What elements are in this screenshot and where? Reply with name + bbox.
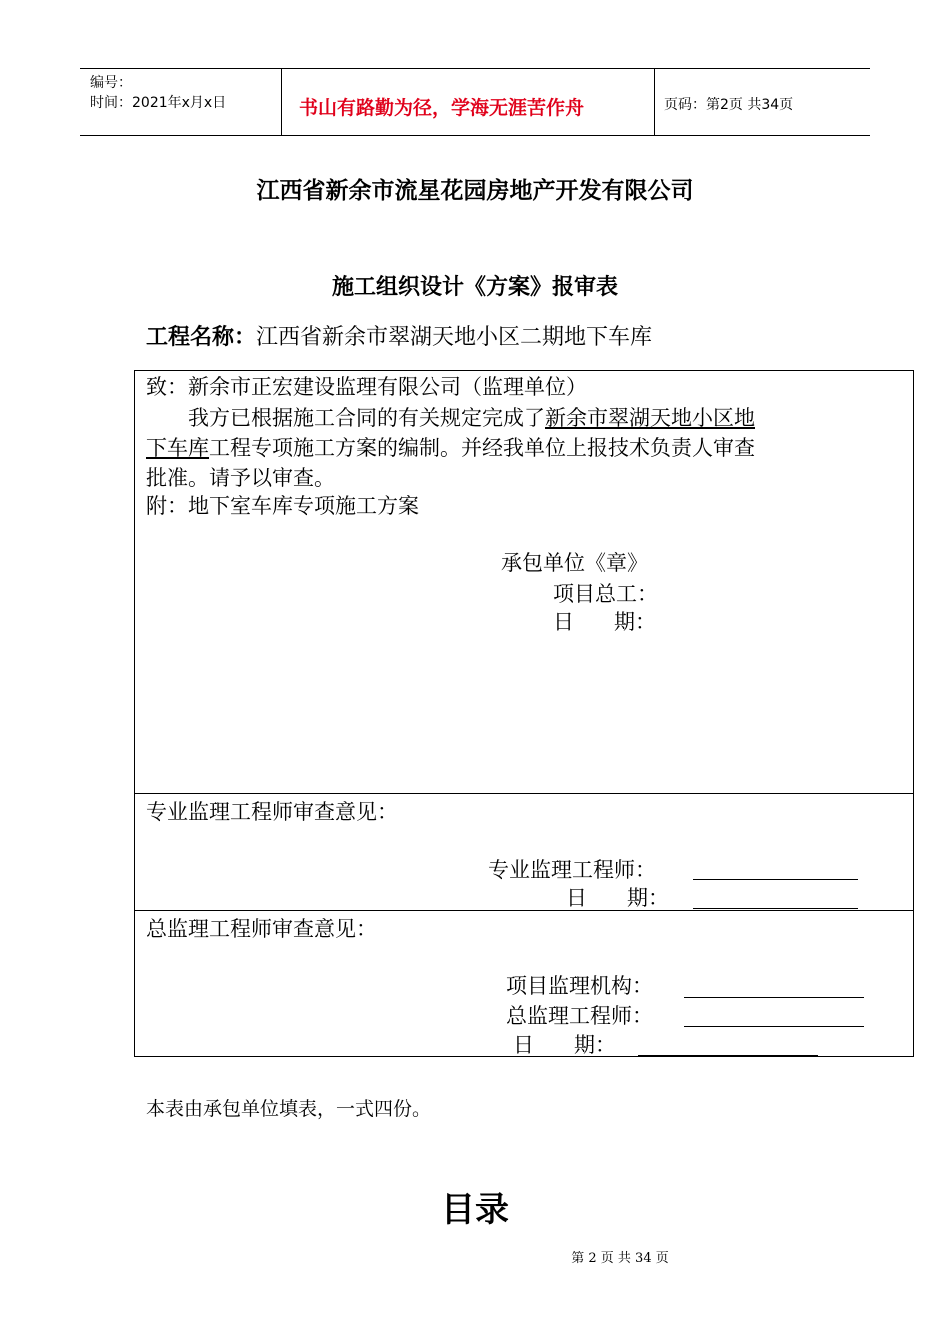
header-number-label: 编号： [90,75,132,91]
statement-line-1 [188,403,755,433]
chief-engineer-signature-line [684,1026,864,1027]
statement-prefix: 我方已根据施工合同的有关规定完成了 [188,406,545,430]
form-title: 施工组织设计《方案》报审表 [331,275,618,300]
chief-engineer-signature-label: 总监理工程师： [506,1004,653,1028]
statement-line-2 [146,433,755,463]
toc-title: 目录 [441,1190,509,1230]
header-motto: 书山有路勤为径，学海无涯苦作舟 [299,97,585,119]
form-note: 本表由承包单位填表，一式四份。 [146,1098,432,1120]
header-divider-left [281,68,282,136]
engineer-date-label: 日 期： [566,886,670,910]
project-name-row [146,320,652,351]
engineer-date-line [693,908,858,909]
project-name-value: 江西省新余市翠湖天地小区二期地下车库 [256,325,653,350]
page-footer: 第 2 页 共 34 页 [571,1251,669,1266]
header-top-rule [80,68,870,69]
contractor-seal-label: 承包单位《章》 [501,551,648,575]
header-page-info: 页码：第2页 共34页 [664,97,794,113]
supervision-agency-label: 项目监理机构： [506,974,653,998]
project-name-label: 工程名称： [146,325,257,350]
statement-line-2-rest: 工程专项施工方案的编制。并经我单位上报技术负责人审查 [209,436,755,460]
chief-engineer-label: 项目总工： [553,582,658,606]
submission-date-label: 日 期： [553,610,657,634]
header-time-label: 时间：2021年x月x日 [90,95,227,111]
chief-date-line [638,1055,818,1056]
engineer-signature-line [693,879,858,880]
engineer-signature-label: 专业监理工程师： [488,858,656,882]
chief-date-label: 日 期： [513,1033,617,1057]
header-divider-right [654,68,655,136]
statement-project-underlined-2: 下车库 [146,436,209,460]
addressee-line: 致：新余市正宏建设监理有限公司（监理单位） [146,375,587,399]
header-bottom-rule [80,135,870,136]
statement-project-underlined-1: 新余市翠湖天地小区地 [545,406,755,430]
chief-review-heading: 总监理工程师审查意见： [146,917,377,941]
attachment-line: 附：地下室车库专项施工方案 [146,494,419,518]
engineer-review-heading: 专业监理工程师审查意见： [146,800,398,824]
supervision-agency-line [684,997,864,998]
company-name: 江西省新余市流星花园房地产开发有限公司 [256,178,694,204]
statement-line-3: 批准。请予以审查。 [146,466,335,490]
